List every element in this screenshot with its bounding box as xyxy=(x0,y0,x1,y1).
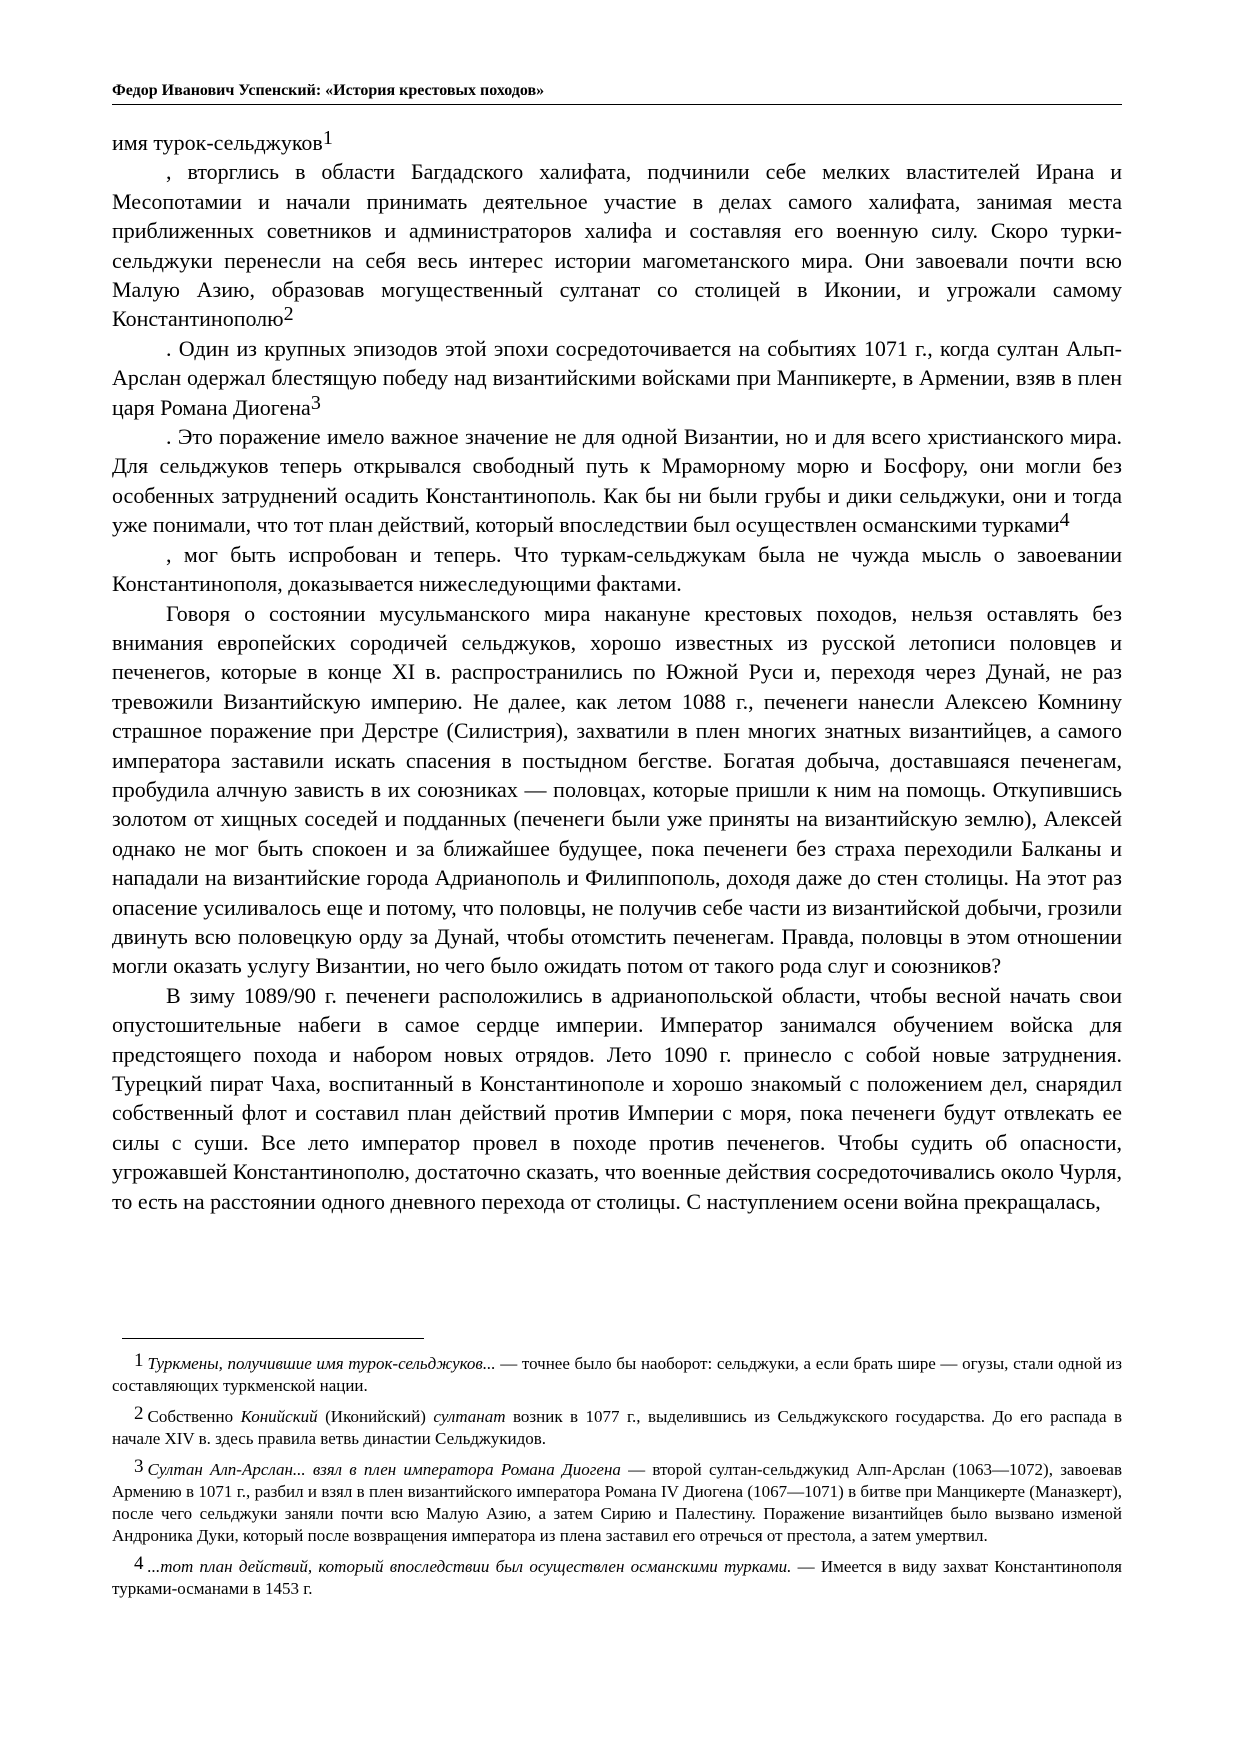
footnote-text: Собственно xyxy=(147,1407,241,1426)
footnote-3 xyxy=(112,1456,1122,1547)
footnote-italic: Султан Алп-Арслан... взял в плен императора Романа Диогена xyxy=(147,1460,621,1479)
footnote-number: 2 xyxy=(134,1403,144,1424)
footnote-ref[interactable]: 3 xyxy=(310,391,321,414)
footnote-italic: ...тот план действий, который впоследствии был осуществлен османскими турками. xyxy=(147,1557,792,1576)
footnote-number: 1 xyxy=(134,1350,144,1371)
paragraph xyxy=(112,334,1122,422)
running-header: Федор Иванович Успенский: «История крестовых походов» xyxy=(112,82,545,99)
footnote-italic: султанат xyxy=(433,1407,506,1426)
footnote-2 xyxy=(112,1403,1122,1450)
footnote-italic: Туркмены, получившие имя турок-сельджуков... xyxy=(147,1354,496,1373)
footnotes xyxy=(112,1350,1122,1606)
paragraph xyxy=(112,540,1122,599)
paragraph xyxy=(112,157,1122,333)
paragraph-text: . Это поражение имело важное значение не для одной Византии, но и для всего христианского мира. Для сельджуков теперь открывался свободный путь к Мраморному морю и Босфору, они могли без особенных затруднений осадить Константинополь. Как бы ни были грубы и дики сельджуки, они и тогда уже понимали, что тот план действий, который впоследствии был осуществлен османскими турками xyxy=(112,424,1122,538)
paragraph-text: , вторглись в области Багдадского халифата, подчинили себе мелких властителей Ирана и Месопотамии и начали принимать деятельное участие в делах самого халифата, занимая места приближенных советников и администраторов халифа и составляя его военную силу. Скоро турки-сельджуки перенесли на себя весь интерес истории магометанского мира. Они завоевали почти всю Малую Азию, образовав могущественный султанат со столицей в Иконии, и угрожали самому Константинополю xyxy=(112,159,1122,332)
footnote-ref[interactable]: 2 xyxy=(283,303,294,326)
footnote-text: (Иконийский) xyxy=(317,1407,434,1426)
footnote-text: — точнее было бы наоборот: сельджуки, а если брать шире — огузы, стали одной из составляющих туркменской нации. xyxy=(112,1354,1123,1395)
paragraph xyxy=(112,128,1122,157)
paragraph xyxy=(112,422,1122,540)
paragraph-text: Говоря о состоянии мусульманского мира накануне крестовых походов, нельзя оставлять без внимания европейских сородичей сельджуков, хорошо известных из русской летописи половцев и печенегов, которые в конце XI в. распространились по Южной Руси и, переходя через Дунай, не раз тревожили Византийскую империю. Не далее, как летом 1088 г., печенеги нанесли Алексею Комнину страшное поражение при Дерстре (Силистрия), захватили в плен многих знатных византийцев, а самого императора заставили искать спасения в постыдном бегстве. Богатая добыча, доставшаяся печенегам, пробудила алчную зависть в их союзниках — половцах, которые пришли к ним на помощь. Откупившись золотом от хищных соседей и подданных (печенеги были уже приняты на византийскую землю), Алексей однако не мог быть спокоен и за ближайшее будущее, пока печенеги без страха переходили Балканы и нападали на византийские города Адрианополь и Филиппополь, доходя даже до стен столицы. На этот раз опасение усиливалось еще и потому, что половцы, не получив себе части из византийской добычи, грозили двинуть всю половецкую орду за Дунай, чтобы отомстить печенегам. Правда, половцы в этом отношении могли оказать услугу Византии, но чего было ожидать потом от такого рода слуг и союзников? xyxy=(112,600,1122,979)
paragraph-text: . Один из крупных эпизодов этой эпохи сосредоточивается на событиях 1071 г., когда султан Альп-Арслан одержал блестящую победу над византийскими войсками при Манпикерте, в Армении, взяв в плен царя Романа Диогена xyxy=(112,335,1122,420)
footnote-text: — Имеется в виду захват Константинополя турками-османами в 1453 г. xyxy=(112,1557,1122,1598)
footnote-ref[interactable]: 4 xyxy=(1059,509,1070,532)
footnote-1 xyxy=(112,1350,1122,1397)
body-text xyxy=(112,128,1122,1216)
footnote-number: 3 xyxy=(134,1456,144,1477)
footnote-number: 4 xyxy=(134,1553,144,1574)
footnote-text: — второй султан-сельджукид Алп-Арслан (1063—1072), завоевав Армению в 1071 г., разбил и взял в плен византийского императора Романа IV Диогена (1067—1071) в битве при Манцикерте (Маназкерт), после чего сельджуки заняли почти всю Малую Азию, а затем Сирию и Палестину. Поражение византийцев было вызвано изменой Андроника Дуки, который после возвращения императора из плена заставил его отречься от престола, а затем умертвил. xyxy=(112,1460,1122,1545)
footnote-italic: Конийский xyxy=(240,1407,318,1426)
footnote-text: возник в 1077 г., выделившись из Сельджукского государства. До его распада в начале XIV в. здесь правила ветвь династии Сельджукидов. xyxy=(112,1407,1122,1448)
footnote-ref[interactable]: 1 xyxy=(322,127,333,149)
footnote-4 xyxy=(112,1553,1122,1600)
paragraph-text: , мог быть испробован и теперь. Что туркам-сельджукам была не чужда мысль о завоевании Константинополя, доказывается нижеследующими фактами. xyxy=(112,541,1122,597)
footnote-rule xyxy=(122,1338,424,1339)
header-rule xyxy=(112,104,1122,105)
paragraph xyxy=(112,599,1122,981)
paragraph-text: имя турок-сельджуков xyxy=(112,130,323,155)
paragraph-text: В зиму 1089/90 г. печенеги расположились в адрианопольской области, чтобы весной начать свои опустошительные набеги в самое сердце империи. Император занимался обучением войска для предстоящего похода и набором новых отрядов. Лето 1090 г. принесло с собой новые затруднения. Турецкий пират Чаха, воспитанный в Константинополе и хорошо знакомый с положением дел, снарядил собственный флот и составил план действий против Империи с моря, пока печенеги будут отвлекать ее силы с суши. Все лето император провел в походе против печенегов. Чтобы судить об опасности, угрожавшей Константинополю, достаточно сказать, что военные действия сосредоточивались около Чурля, то есть на расстоянии одного дневного перехода от столицы. С наступлением осени война прекращалась, xyxy=(112,982,1122,1214)
paragraph xyxy=(112,981,1122,1216)
